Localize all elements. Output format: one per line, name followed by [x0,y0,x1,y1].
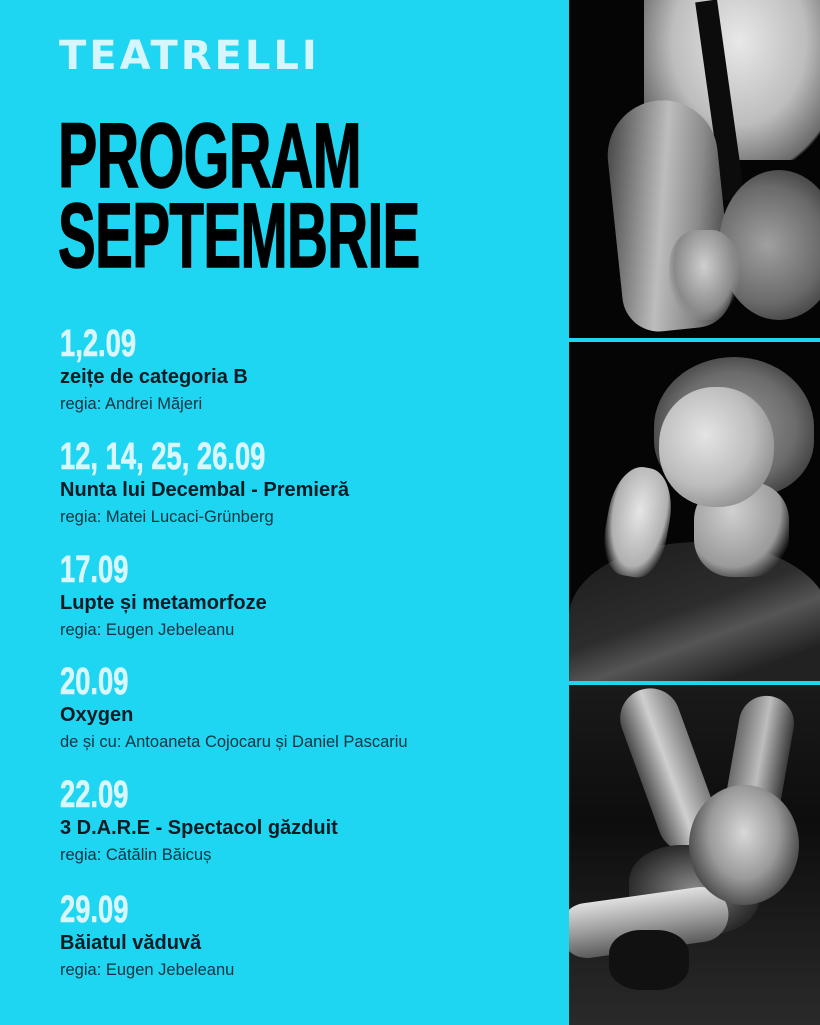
event-item [60,891,560,982]
event-date: 20.09 [60,661,129,703]
event-item [60,663,560,754]
event-title: 3 D.A.R.E - Spectacol găzduit [60,817,338,839]
event-date: 12, 14, 25, 26.09 [60,436,266,478]
event-date: 17.09 [60,549,129,591]
performer-crouching-photo [569,0,820,338]
event-credit: regia: Cătălin Băicuș [60,846,212,864]
event-date: 29.09 [60,889,129,931]
event-item [60,776,560,867]
event-credit: regia: Andrei Măjeri [60,395,203,413]
event-credit: regia: Matei Lucaci-Grünberg [60,508,274,526]
event-title: zeițe de categoria B [60,366,248,388]
event-item [60,551,560,642]
event-item [60,325,560,416]
event-date: 1,2.09 [60,323,137,365]
teatrelli-logo: TEATRELLI [59,33,320,79]
actress-profile-photo [569,342,820,681]
event-date: 22.09 [60,774,129,816]
event-credit: regia: Eugen Jebeleanu [60,961,235,979]
event-credit: regia: Eugen Jebeleanu [60,621,235,639]
event-title: Lupte și metamorfoze [60,592,267,614]
event-item [60,438,560,529]
headline-line-2: SEPTEMBRIE [58,185,420,287]
event-credit: de și cu: Antoaneta Cojocaru și Daniel Pascariu [60,733,408,751]
event-title: Nunta lui Decembal - Premieră [60,479,349,501]
photo-column [569,0,820,1025]
event-title: Oxygen [60,704,134,726]
headline-line-1: PROGRAM [58,105,362,207]
dancers-floor-photo [569,685,820,1025]
event-title: Băiatul văduvă [60,932,202,954]
